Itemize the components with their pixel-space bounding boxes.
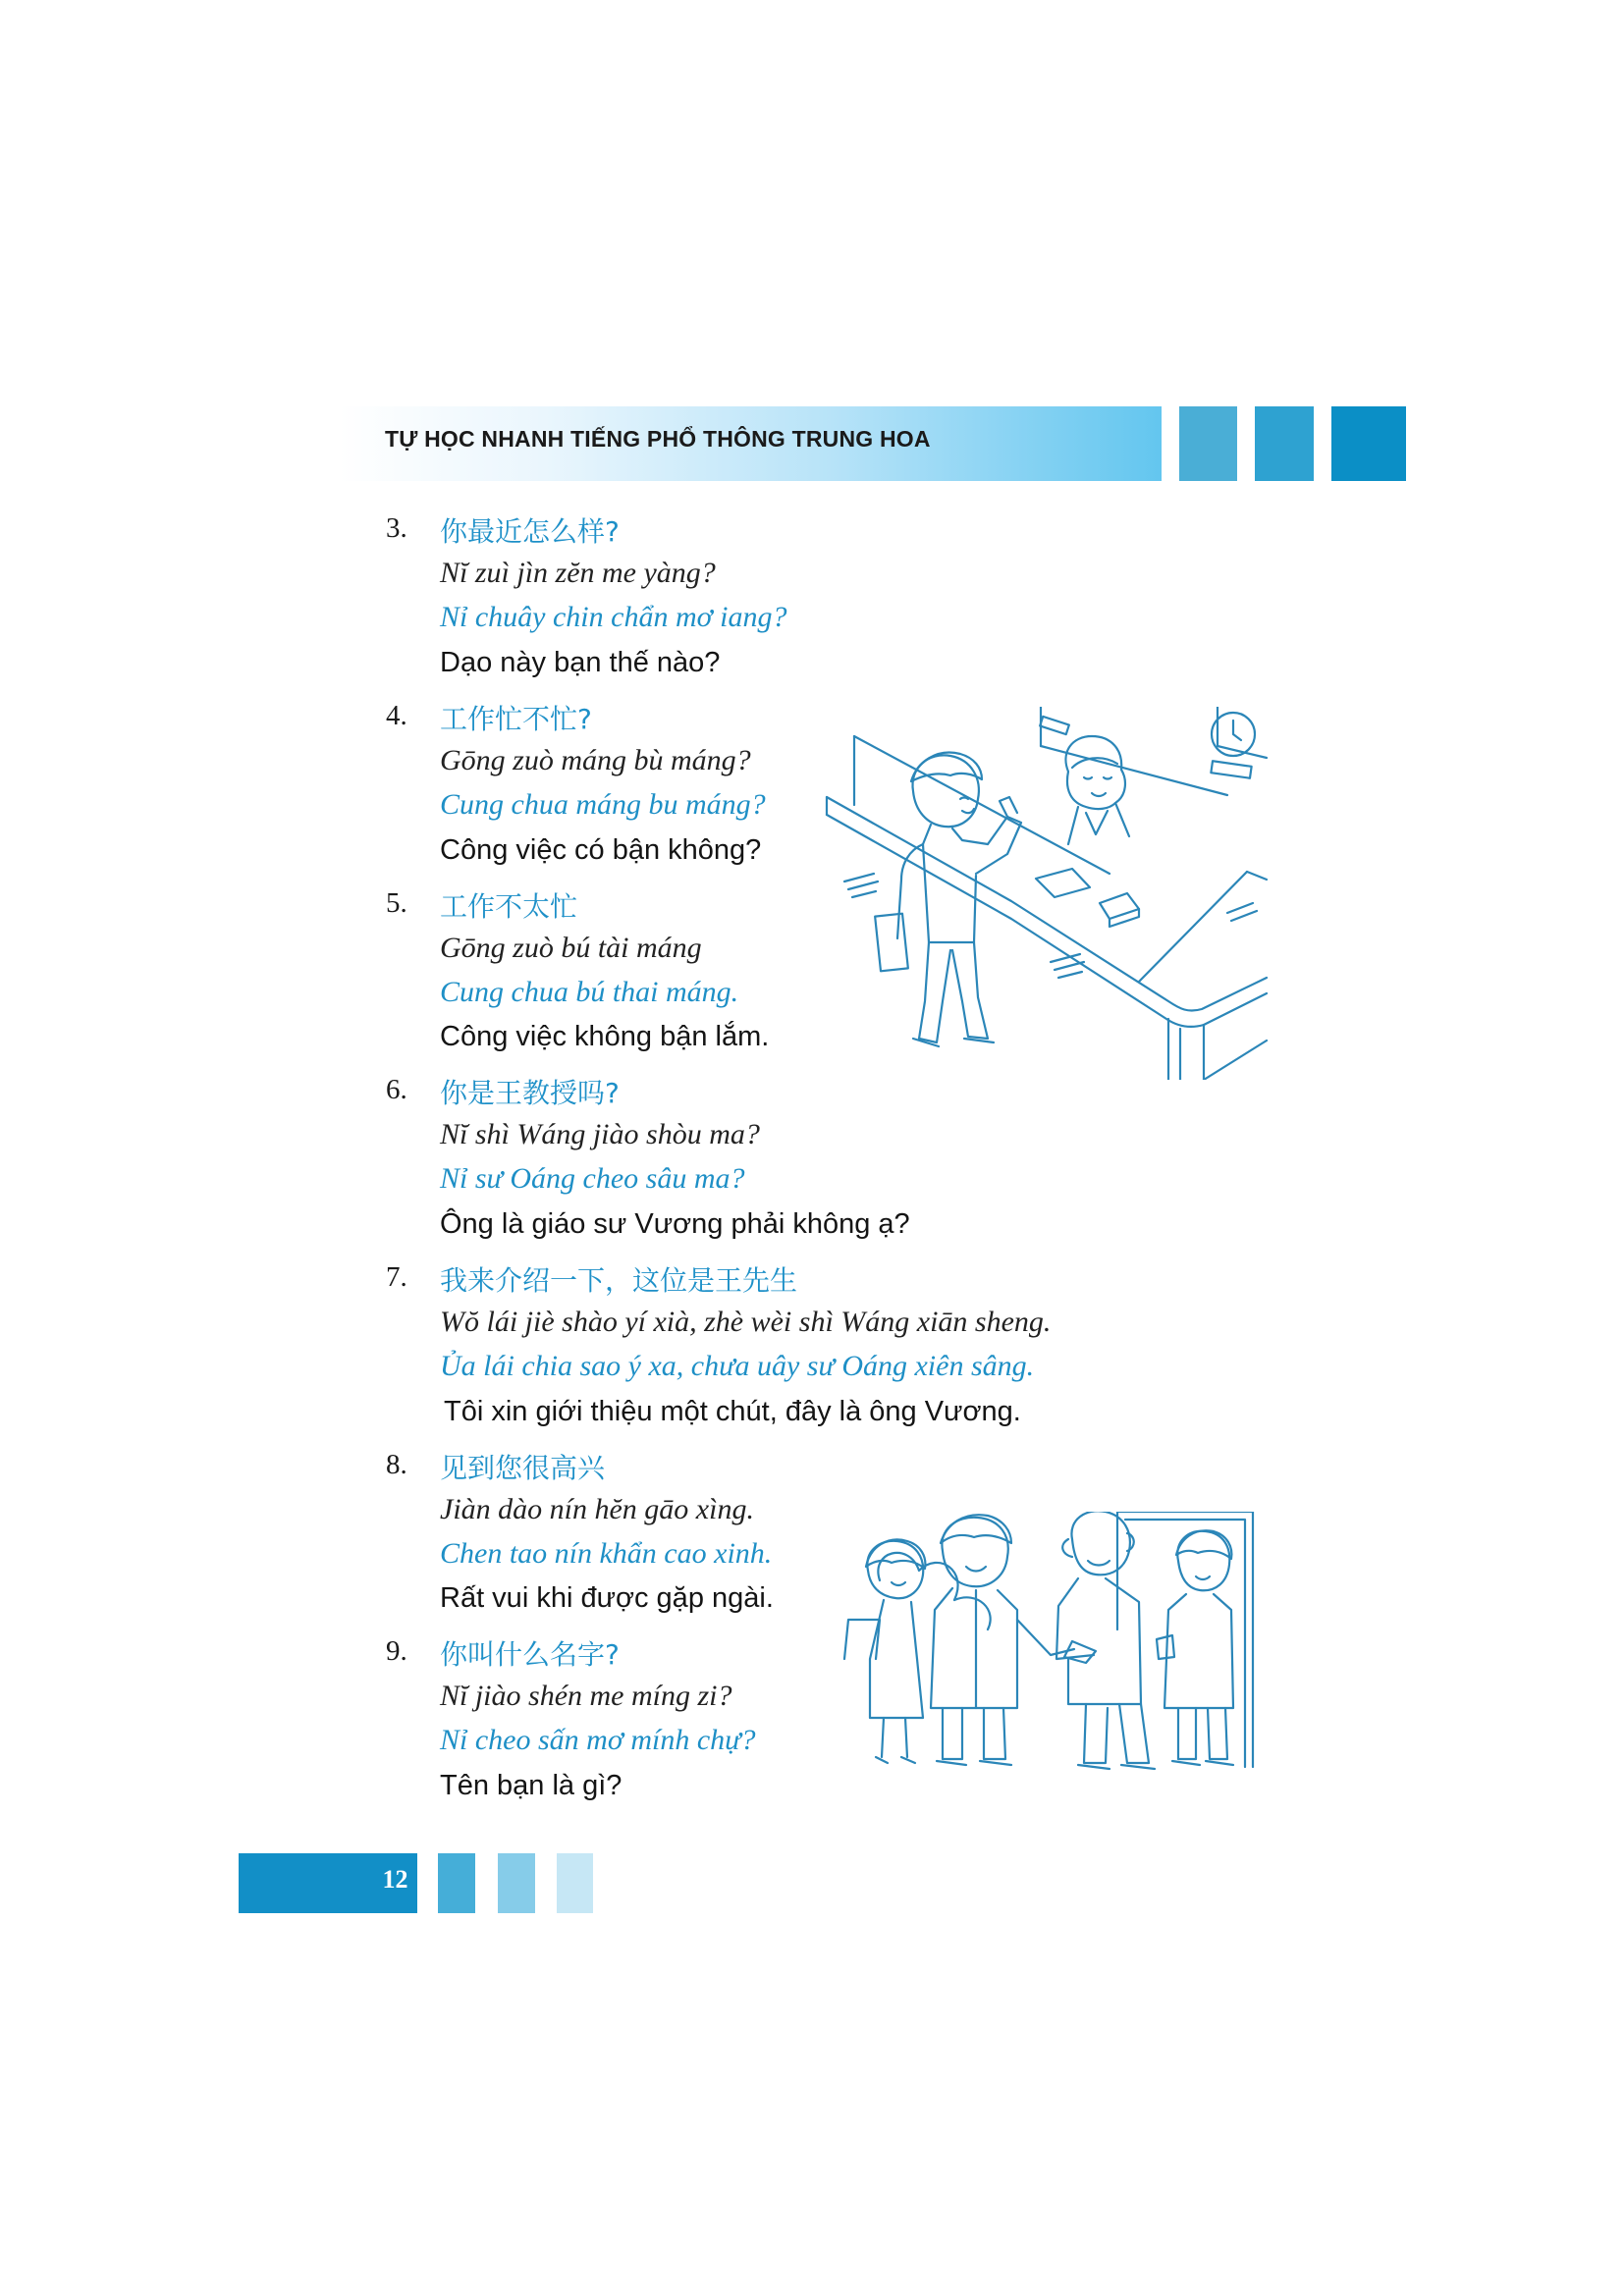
chinese-text: 工作不太忙 xyxy=(440,890,578,923)
footer-square-1 xyxy=(438,1853,475,1913)
phonetic-text: Cung chua bú thai máng. xyxy=(440,976,739,1008)
phonetic-text: Ủa lái chia sao ý xa, chưa uây sư Oáng xiên sâng. xyxy=(440,1350,1035,1382)
item-number: 6. xyxy=(386,1074,407,1105)
vietnamese-text: Tên bạn là gì? xyxy=(440,1770,623,1801)
chinese-text: 工作忙不忙? xyxy=(440,703,592,735)
vietnamese-text: Rất vui khi được gặp ngài. xyxy=(440,1582,774,1614)
book-title: TỰ HỌC NHANH TIẾNG PHỔ THÔNG TRUNG HOA xyxy=(385,426,931,452)
chinese-text: 见到您很高兴 xyxy=(440,1452,606,1484)
item-number: 7. xyxy=(386,1261,407,1293)
pinyin-text: Nĭ shì Wáng jiào shòu ma? xyxy=(440,1118,760,1150)
item-number: 3. xyxy=(386,512,407,544)
item-number: 8. xyxy=(386,1449,407,1480)
chinese-text: 你是王教授吗? xyxy=(440,1077,620,1109)
pinyin-text: Jiàn dào nín hĕn gāo xìng. xyxy=(440,1493,754,1525)
chinese-text: 你叫什么名字? xyxy=(440,1638,620,1671)
footer-square-3 xyxy=(557,1853,593,1913)
chinese-text: 我来介绍一下，这位是王先生 xyxy=(440,1264,798,1297)
phonetic-text: Cung chua máng bu máng? xyxy=(440,788,766,821)
office-counter-illustration xyxy=(815,707,1276,1080)
vietnamese-text: Công việc không bận lắm. xyxy=(440,1021,770,1052)
vietnamese-text: Ông là giáo sư Vương phải không ạ? xyxy=(440,1208,910,1240)
handshake-greeting-illustration xyxy=(840,1512,1272,1787)
pinyin-text: Gōng zuò bú tài máng xyxy=(440,932,702,964)
pinyin-text: Gōng zuò máng bù máng? xyxy=(440,744,751,776)
item-number: 9. xyxy=(386,1635,407,1667)
vietnamese-text: Dạo này bạn thế nào? xyxy=(440,647,721,678)
header-square-2 xyxy=(1255,406,1314,481)
page-number: 12 xyxy=(382,1865,408,1894)
phonetic-text: Nỉ sư Oáng cheo sâu ma? xyxy=(440,1162,745,1195)
header-square-1 xyxy=(1179,406,1237,481)
vietnamese-text: Tôi xin giới thiệu một chút, đây là ông Vương. xyxy=(444,1396,1021,1427)
item-number: 4. xyxy=(386,700,407,731)
header-square-3 xyxy=(1331,406,1406,481)
phonetic-text: Nỉ chuây chin chẩn mơ iang? xyxy=(440,601,787,633)
vietnamese-text: Công việc có bận không? xyxy=(440,834,762,866)
footer-square-2 xyxy=(498,1853,535,1913)
item-number: 5. xyxy=(386,887,407,919)
pinyin-text: Wŏ lái jiè shào yí xià, zhè wèi shì Wáng xiān sheng. xyxy=(440,1306,1052,1338)
phonetic-text: Chen tao nín khẩn cao xinh. xyxy=(440,1537,773,1570)
pinyin-text: Nĭ jiào shén me míng zi? xyxy=(440,1680,732,1712)
pinyin-text: Nĭ zuì jìn zĕn me yàng? xyxy=(440,557,716,589)
phonetic-text: Nỉ cheo sấn mơ mính chự? xyxy=(440,1724,756,1756)
chinese-text: 你最近怎么样? xyxy=(440,515,620,548)
